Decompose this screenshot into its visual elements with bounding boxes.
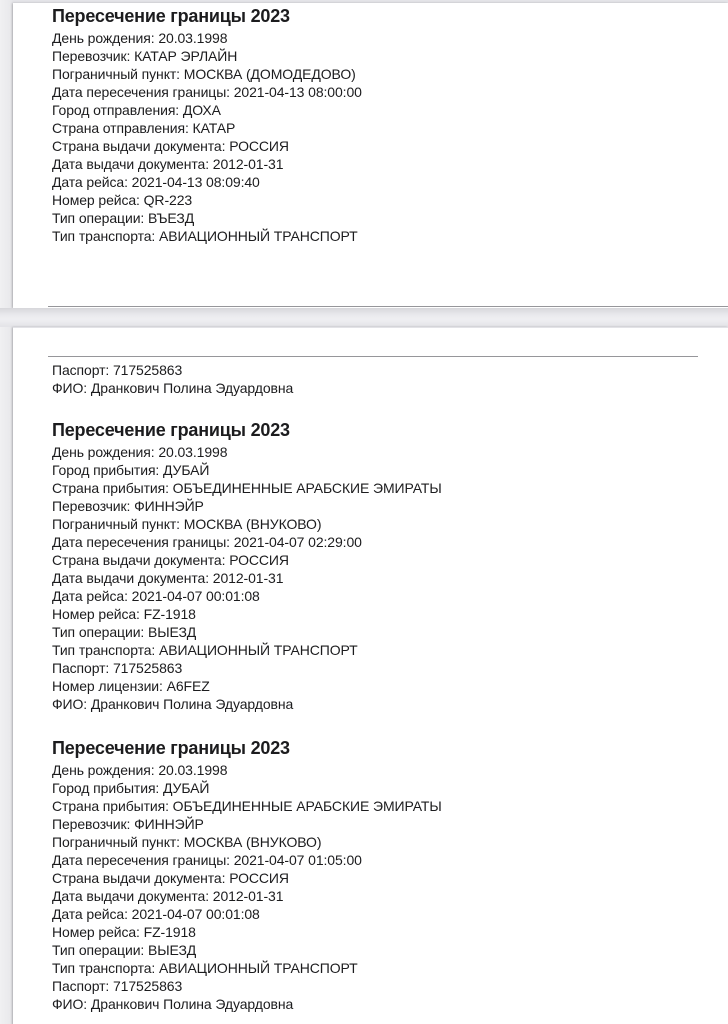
field-line: Страна отправления: КАТАР <box>52 120 236 136</box>
field-line: Пограничный пункт: МОСКВА (ДОМОДЕДОВО) <box>52 66 356 82</box>
field-line: Дата пересечения границы: 2021-04-07 02:29:00 <box>52 534 362 550</box>
field-line: Дата рейса: 2021-04-07 00:01:08 <box>52 588 260 604</box>
field-line: Номер лицензии: A6FEZ <box>52 678 210 694</box>
field-line: Дата рейса: 2021-04-13 08:09:40 <box>52 174 260 190</box>
page-2 <box>13 327 728 1024</box>
page-1-content <box>13 3 728 245</box>
field-line: Дата выдачи документа: 2012-01-31 <box>52 570 284 586</box>
record-separator-rule <box>48 306 728 307</box>
field-line: Страна выдачи документа: РОССИЯ <box>52 138 289 154</box>
field-line: Номер рейса: FZ-1918 <box>52 606 196 622</box>
field-line: День рождения: 20.03.1998 <box>52 30 228 46</box>
field-line: Страна выдачи документа: РОССИЯ <box>52 552 289 568</box>
field-line: Дата выдачи документа: 2012-01-31 <box>52 888 284 904</box>
page-break-gap <box>0 308 728 327</box>
field-line: Тип транспорта: АВИАЦИОННЫЙ ТРАНСПОРТ <box>52 960 358 976</box>
field-line: Город отправления: ДОХА <box>52 102 221 118</box>
record-title: Пересечение границы 2023 <box>52 6 290 26</box>
field-line: Дата пересечения границы: 2021-04-07 01:05:00 <box>52 852 362 868</box>
page-2-content <box>13 361 728 1013</box>
field-line: Страна прибытия: ОБЪЕДИНЕННЫЕ АРАБСКИЕ ЭМИРАТЫ <box>52 480 442 496</box>
record-title: Пересечение границы 2023 <box>52 738 290 758</box>
border-crossing-record-3 <box>52 737 708 1013</box>
field-line: Пограничный пункт: МОСКВА (ВНУКОВО) <box>52 516 322 532</box>
field-line: Страна прибытия: ОБЪЕДИНЕННЫЕ АРАБСКИЕ ЭМИРАТЫ <box>52 798 442 814</box>
field-line: Паспорт: 717525863 <box>52 362 183 378</box>
field-line: Страна выдачи документа: РОССИЯ <box>52 870 289 886</box>
field-line: Перевозчик: ФИННЭЙР <box>52 498 204 514</box>
field-line: ФИО: Дранкович Полина Эдуардовна <box>52 696 294 712</box>
field-line: Город прибытия: ДУБАЙ <box>52 780 210 796</box>
field-line: Паспорт: 717525863 <box>52 660 183 676</box>
field-line: Тип операции: ВЫЕЗД <box>52 942 197 958</box>
field-line: День рождения: 20.03.1998 <box>52 762 228 778</box>
field-line: Пограничный пункт: МОСКВА (ВНУКОВО) <box>52 834 322 850</box>
field-line: День рождения: 20.03.1998 <box>52 444 228 460</box>
field-line: Тип операции: ВЪЕЗД <box>52 210 195 226</box>
record-separator-rule <box>48 356 698 357</box>
field-line: Тип операции: ВЫЕЗД <box>52 624 197 640</box>
field-line: ФИО: Дранкович Полина Эдуардовна <box>52 996 294 1012</box>
border-crossing-record-2 <box>52 419 708 713</box>
field-line: Перевозчик: КАТАР ЭРЛАЙН <box>52 48 238 64</box>
page-1 <box>13 3 728 308</box>
record-1-continuation <box>52 361 708 397</box>
border-crossing-record-1 <box>52 5 708 245</box>
field-line: ФИО: Дранкович Полина Эдуардовна <box>52 380 294 396</box>
field-line: Перевозчик: ФИННЭЙР <box>52 816 204 832</box>
field-line: Тип транспорта: АВИАЦИОННЫЙ ТРАНСПОРТ <box>52 642 358 658</box>
field-line: Номер рейса: FZ-1918 <box>52 924 196 940</box>
field-line: Дата рейса: 2021-04-07 00:01:08 <box>52 906 260 922</box>
record-title: Пересечение границы 2023 <box>52 420 290 440</box>
field-line: Дата выдачи документа: 2012-01-31 <box>52 156 284 172</box>
field-line: Дата пересечения границы: 2021-04-13 08:00:00 <box>52 84 362 100</box>
field-line: Тип транспорта: АВИАЦИОННЫЙ ТРАНСПОРТ <box>52 228 358 244</box>
field-line: Паспорт: 717525863 <box>52 978 183 994</box>
field-line: Номер рейса: QR-223 <box>52 192 193 208</box>
field-line: Город прибытия: ДУБАЙ <box>52 462 210 478</box>
